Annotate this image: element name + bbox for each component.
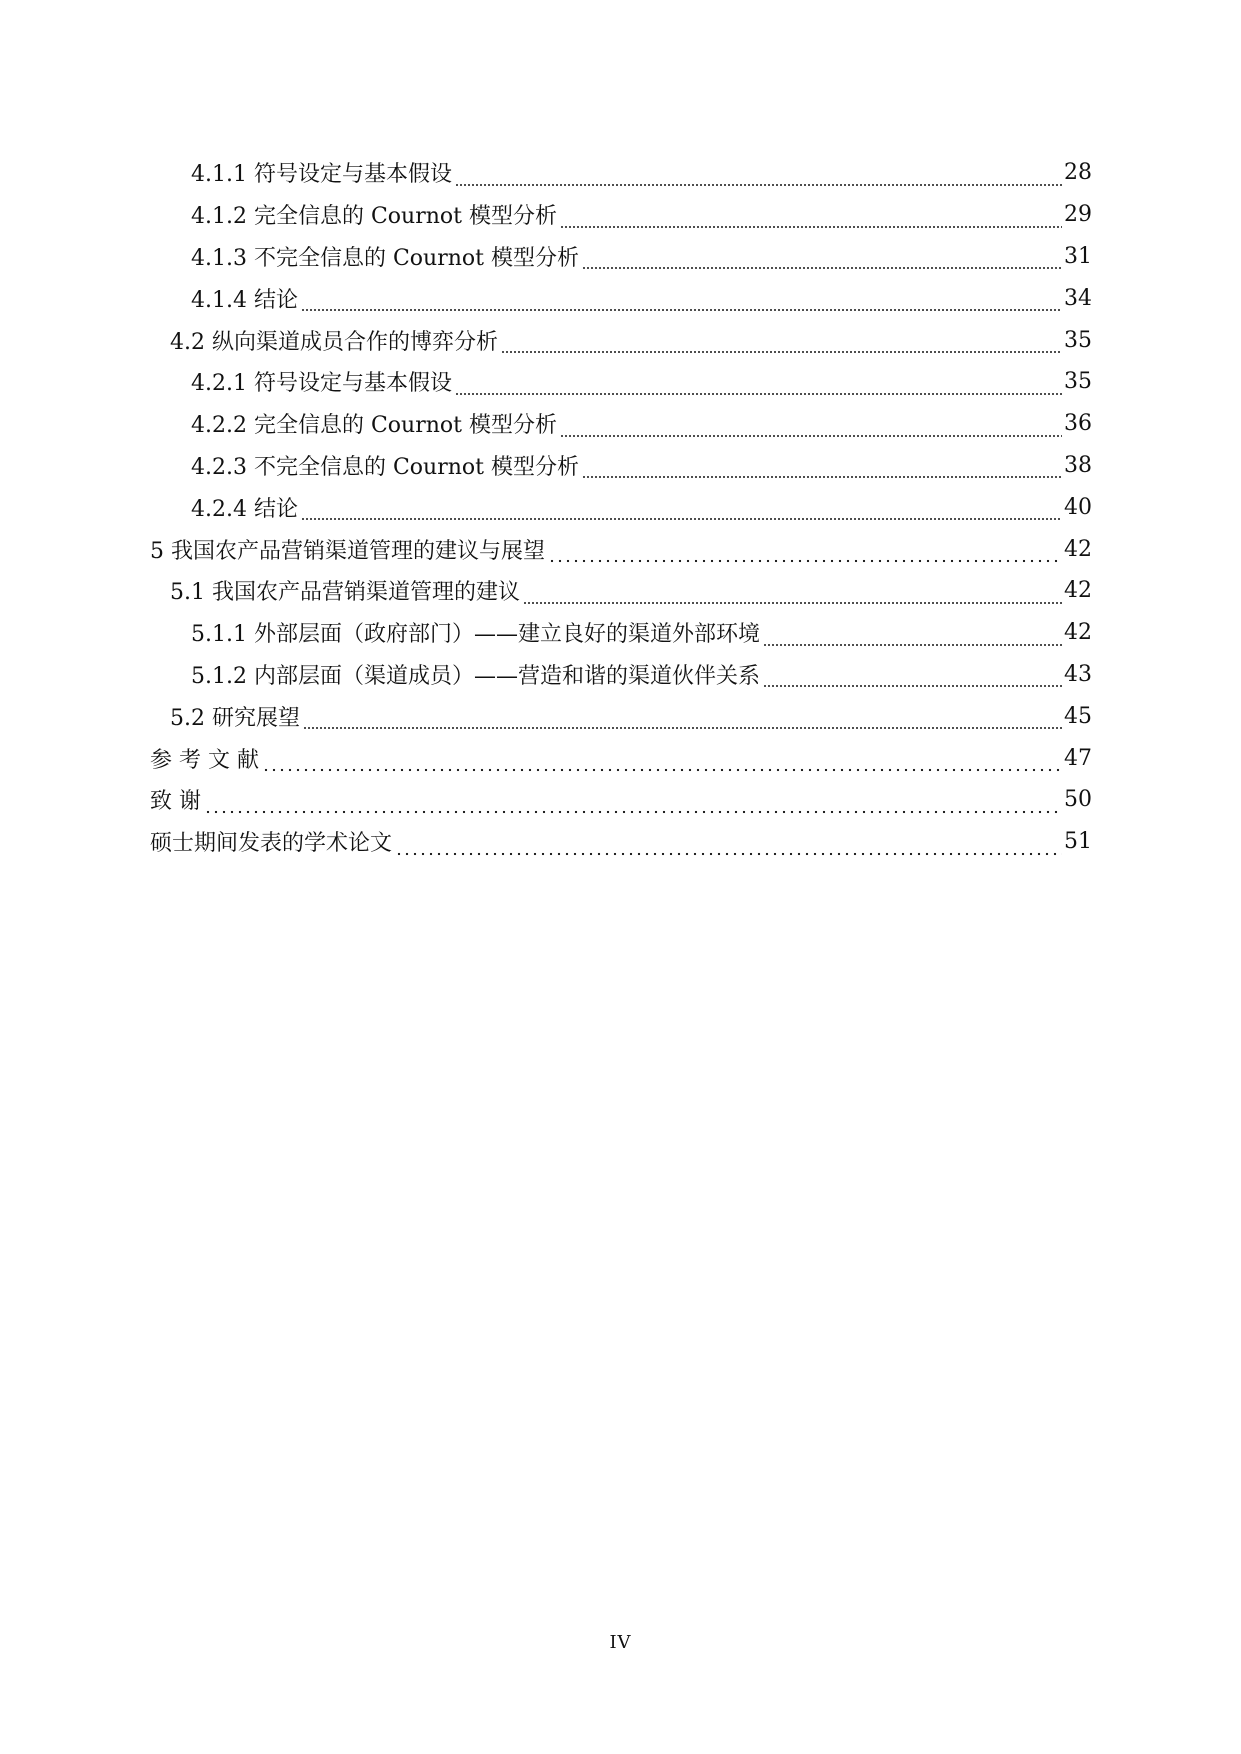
table-of-contents [150, 152, 1092, 863]
page-number-footer: IV [609, 1632, 632, 1653]
toc-entry-title: 5 我国农产品营销渠道管理的建议与展望 [150, 538, 545, 564]
toc-entry[interactable] [150, 445, 1092, 487]
toc-entry-page-number: 51 [1064, 829, 1092, 855]
dot-leader [523, 583, 1062, 605]
toc-entry-page-number: 42 [1064, 620, 1092, 646]
dot-leader [455, 374, 1062, 396]
toc-entry-title: 4.2 纵向渠道成员合作的博弈分析 [170, 329, 498, 355]
toc-entry-title: 4.1.4 结论 [191, 287, 298, 313]
dot-leader [301, 499, 1062, 521]
dot-leader [763, 625, 1062, 647]
toc-entry[interactable] [150, 821, 1092, 863]
toc-entry-title: 硕士期间发表的学术论文 [150, 831, 393, 857]
dot-leader [763, 666, 1062, 688]
toc-entry[interactable] [150, 319, 1092, 361]
dot-leader [301, 290, 1062, 312]
toc-entry-title: 5.2 研究展望 [170, 705, 300, 731]
toc-entry-title: 4.2.1 符号设定与基本假设 [191, 371, 452, 397]
dot-leader [501, 332, 1062, 354]
toc-entry-title: 致 谢 [150, 789, 201, 815]
toc-entry-page-number: 43 [1064, 661, 1092, 687]
toc-entry[interactable] [150, 277, 1092, 319]
toc-entry[interactable] [150, 570, 1092, 612]
dot-leader [395, 834, 1062, 856]
toc-entry-page-number: 35 [1064, 369, 1092, 395]
toc-entry[interactable] [150, 779, 1092, 821]
dot-leader [303, 708, 1062, 730]
toc-entry-page-number: 35 [1064, 327, 1092, 353]
dot-leader [560, 207, 1062, 229]
toc-entry[interactable] [150, 737, 1092, 779]
dot-leader [582, 248, 1062, 270]
toc-entry-title: 4.1.1 符号设定与基本假设 [191, 162, 452, 188]
toc-entry-page-number: 28 [1064, 160, 1092, 186]
toc-entry-title: 4.1.2 完全信息的 Cournot 模型分析 [191, 204, 557, 230]
toc-entry[interactable] [150, 528, 1092, 570]
dot-leader [204, 792, 1062, 814]
toc-entry[interactable] [150, 612, 1092, 654]
toc-entry-page-number: 31 [1064, 243, 1092, 269]
toc-entry[interactable] [150, 152, 1092, 194]
toc-entry-title: 参 考 文 献 [150, 747, 259, 773]
toc-entry-title: 5.1.1 外部层面（政府部门）——建立良好的渠道外部环境 [191, 622, 760, 648]
toc-entry-page-number: 34 [1064, 285, 1092, 311]
toc-entry[interactable] [150, 486, 1092, 528]
toc-entry-page-number: 40 [1064, 494, 1092, 520]
dot-leader [548, 541, 1062, 563]
toc-entry[interactable] [150, 194, 1092, 236]
toc-entry-title: 4.2.4 结论 [191, 496, 298, 522]
toc-entry-page-number: 42 [1064, 536, 1092, 562]
toc-entry-page-number: 47 [1064, 745, 1092, 771]
toc-entry-title: 4.1.3 不完全信息的 Cournot 模型分析 [191, 245, 579, 271]
dot-leader [560, 416, 1062, 438]
toc-entry-page-number: 36 [1064, 411, 1092, 437]
toc-entry[interactable] [150, 403, 1092, 445]
toc-entry-page-number: 45 [1064, 703, 1092, 729]
toc-entry-title: 5.1.2 内部层面（渠道成员）——营造和谐的渠道伙伴关系 [191, 663, 760, 689]
toc-entry[interactable] [150, 236, 1092, 278]
dot-leader [455, 165, 1062, 187]
toc-entry[interactable] [150, 695, 1092, 737]
toc-entry-page-number: 29 [1064, 202, 1092, 228]
toc-entry-page-number: 50 [1064, 787, 1092, 813]
toc-entry-page-number: 38 [1064, 452, 1092, 478]
dot-leader [582, 457, 1062, 479]
toc-entry-title: 4.2.2 完全信息的 Cournot 模型分析 [191, 413, 557, 439]
dot-leader [262, 750, 1062, 772]
toc-entry[interactable] [150, 361, 1092, 403]
toc-entry[interactable] [150, 654, 1092, 696]
toc-entry-title: 4.2.3 不完全信息的 Cournot 模型分析 [191, 454, 579, 480]
toc-entry-page-number: 42 [1064, 578, 1092, 604]
toc-entry-title: 5.1 我国农产品营销渠道管理的建议 [170, 580, 520, 606]
